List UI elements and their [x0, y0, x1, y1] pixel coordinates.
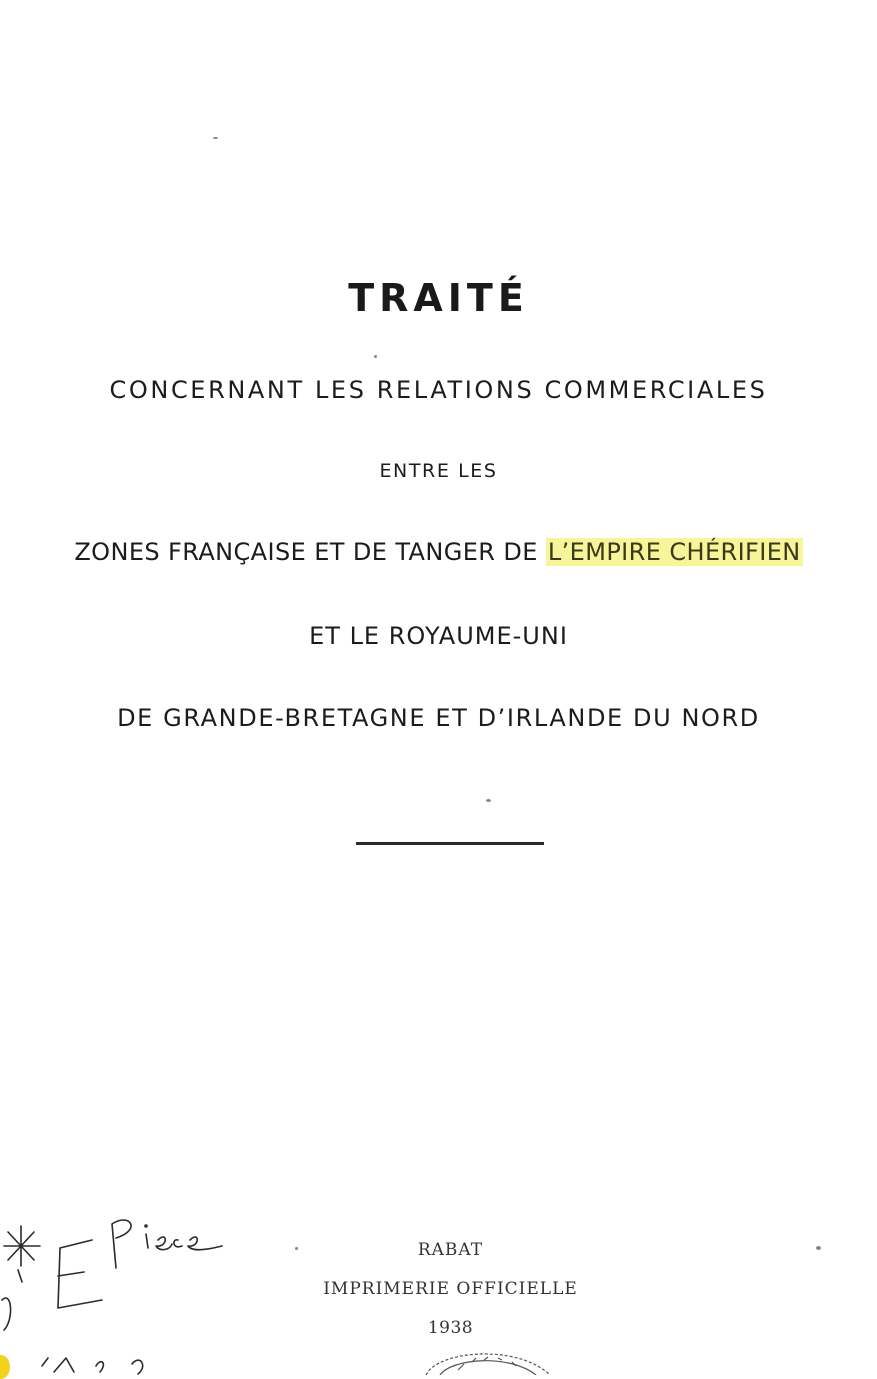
subtitle-line-3	[0, 538, 877, 566]
subtitle-line-2: ENTRE LES	[379, 460, 498, 482]
imprint-year: 1938	[427, 1318, 474, 1338]
imprint-city: RABAT	[417, 1240, 484, 1260]
scan-speck	[295, 1247, 298, 1250]
official-seal-stamp	[418, 1340, 558, 1375]
handwritten-annotation	[0, 1190, 240, 1375]
scan-speck	[816, 1246, 821, 1250]
document-title: TRAITÉ	[348, 276, 529, 320]
subtitle-line-4: ET LE ROYAUME-UNI	[309, 622, 568, 650]
imprint-printer: IMPRIMERIE OFFICIELLE	[323, 1279, 578, 1299]
scan-speck	[213, 137, 218, 139]
subtitle-line-5: DE GRANDE-BRETAGNE ET D’IRLANDE DU NORD	[117, 704, 760, 732]
scan-speck	[374, 355, 377, 358]
divider-rule	[356, 842, 544, 845]
subtitle-line-1: CONCERNANT LES RELATIONS COMMERCIALES	[109, 376, 768, 404]
scan-speck	[486, 799, 491, 802]
subtitle-line-3-prefix: ZONES FRANÇAISE ET DE TANGER DE	[74, 538, 546, 566]
highlighted-phrase: L’EMPIRE CHÉRIFIEN	[547, 538, 801, 566]
